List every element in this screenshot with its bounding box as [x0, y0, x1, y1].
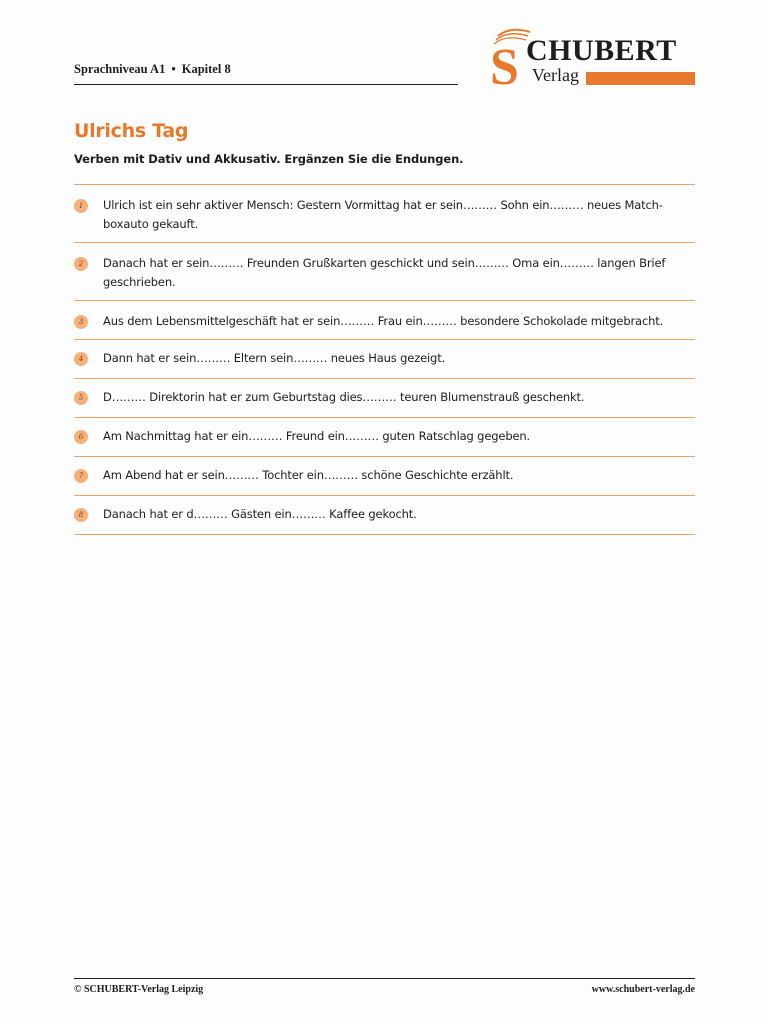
page-header	[74, 62, 231, 77]
exercise-item	[74, 184, 695, 242]
exercise-text: Aus dem Lebensmittelgeschäft hat er sein……… Frau ein……… besondere Schokolade mitgebracht.	[103, 314, 664, 328]
header-bullet: •	[171, 62, 176, 76]
exercise-item	[74, 242, 695, 300]
exercise-number: 4	[74, 352, 88, 366]
exercise-item	[74, 300, 695, 339]
exercise-text: Danach hat er sein……… Freunden Grußkarten geschickt und sein……… Oma ein……… langen Brief geschrieben.	[103, 256, 666, 289]
exercise-number: 2	[74, 257, 88, 271]
exercise-text: Ulrich ist ein sehr aktiver Mensch: Gestern Vormittag hat er sein……… Sohn ein……… neues Match-boxauto gekauft.	[103, 198, 663, 231]
exercise-item	[74, 417, 695, 456]
footer-rule	[74, 978, 695, 979]
footer-copyright: © SCHUBERT-Verlag Leipzig	[74, 984, 204, 995]
chapter-label: Kapitel 8	[181, 62, 231, 76]
exercise-text: D……… Direktorin hat er zum Geburtstag dies……… teuren Blumenstrauß geschenkt.	[103, 390, 585, 404]
logo-bar	[586, 72, 695, 85]
exercise-text: Danach hat er d……… Gästen ein……… Kaffee gekocht.	[103, 507, 417, 521]
logo-sub: Verlag	[532, 65, 579, 85]
logo-big-letter: S	[490, 39, 519, 90]
exercise-number: 7	[74, 469, 88, 483]
exercise-list	[74, 184, 695, 535]
exercise-item	[74, 378, 695, 417]
page-title: Ulrichs Tag	[74, 120, 189, 142]
exercise-text: Am Abend hat er sein……… Tochter ein……… schöne Geschichte erzählt.	[103, 468, 514, 482]
exercise-number: 1	[74, 199, 88, 213]
exercise-number: 5	[74, 391, 88, 405]
schubert-logo	[490, 28, 700, 90]
header-rule	[74, 84, 458, 85]
exercise-number: 6	[74, 430, 88, 444]
instructions: Verben mit Dativ und Akkusativ. Ergänzen Sie die Endungen.	[74, 152, 464, 166]
logo-brand: CHUBERT	[526, 34, 677, 67]
level-label: Sprachniveau A1	[74, 62, 166, 76]
exercise-number: 3	[74, 315, 88, 329]
exercise-item	[74, 495, 695, 535]
exercise-text: Am Nachmittag hat er ein……… Freund ein……… guten Ratschlag gegeben.	[103, 429, 531, 443]
exercise-item	[74, 456, 695, 495]
exercise-number: 8	[74, 508, 88, 522]
exercise-text: Dann hat er sein……… Eltern sein……… neues Haus gezeigt.	[103, 351, 446, 365]
exercise-item	[74, 339, 695, 378]
footer-website: www.schubert-verlag.de	[591, 984, 695, 995]
